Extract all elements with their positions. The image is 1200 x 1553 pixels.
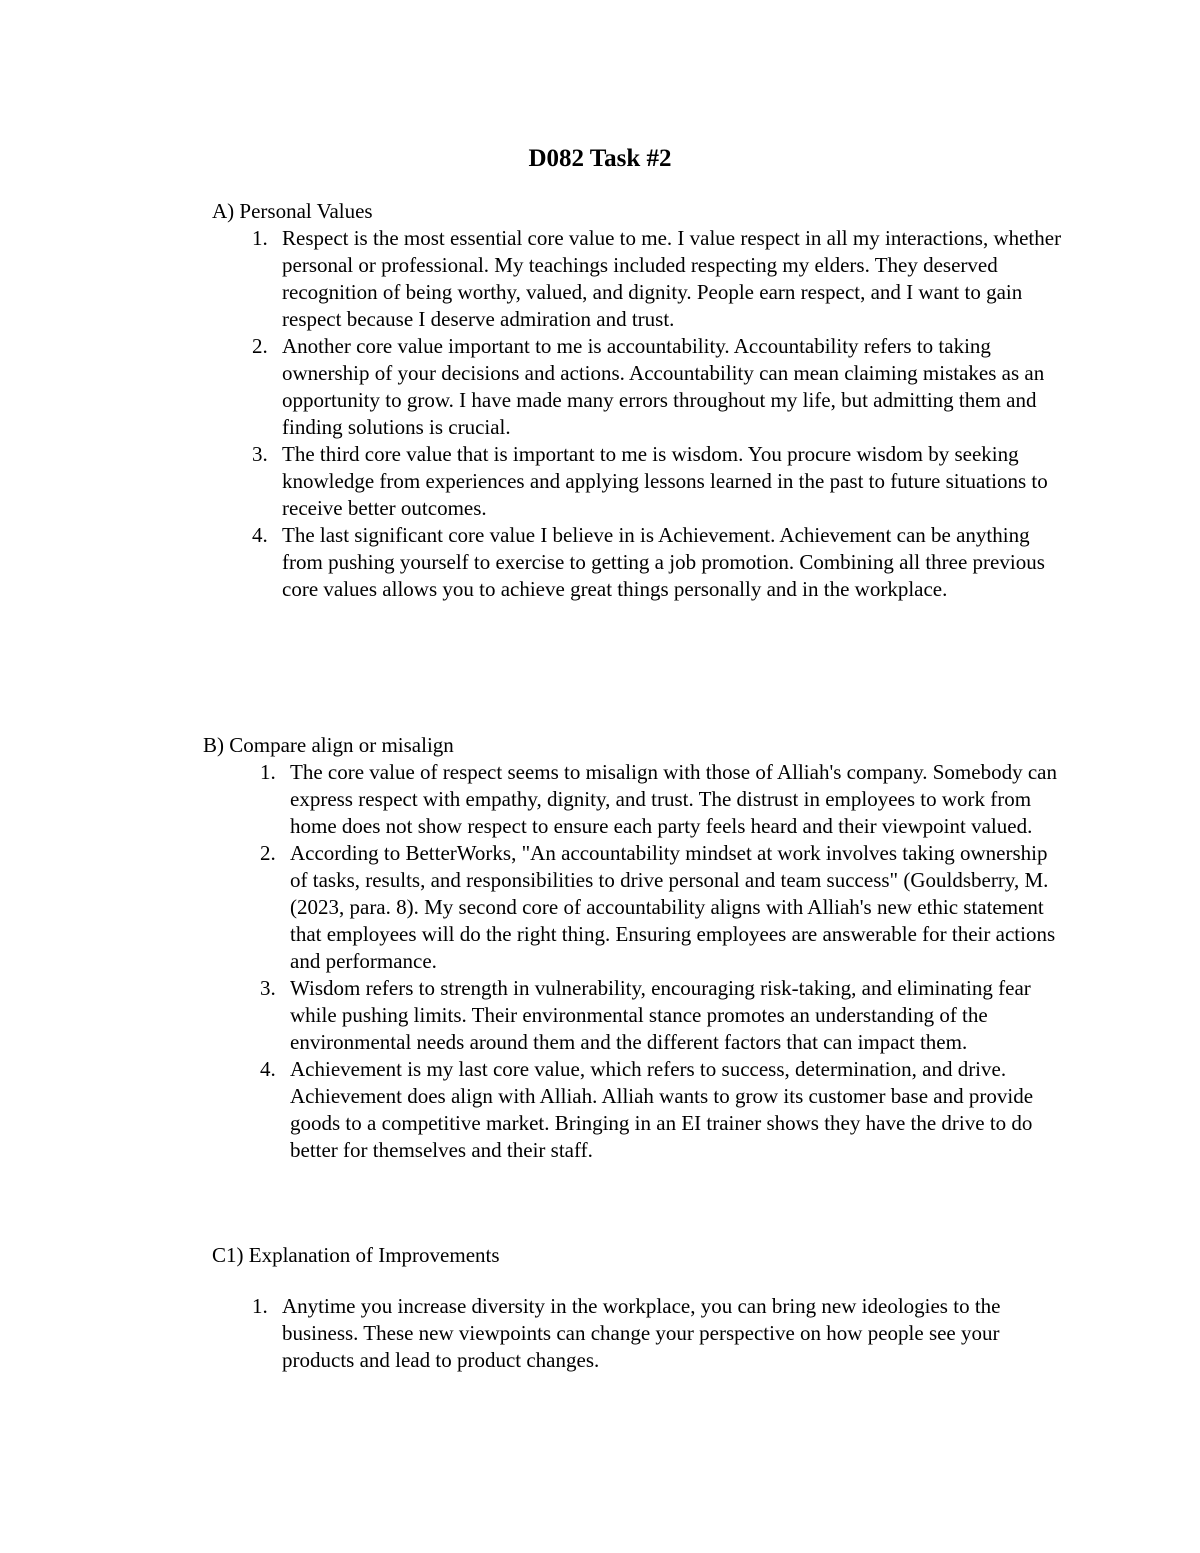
list-item-text: Achievement is my last core value, which refers to success, determination, and drive. Achievement does align with Alliah. Alliah wants to grow its customer base and provide goods to a competitive market. Bringing in an EI trainer shows they have the drive to do better for themselves and their staff. [290,1057,1034,1162]
section-heading-personal-values: A) Personal Values [212,199,373,223]
document-title: D082 Task #2 [528,145,672,172]
list-item [252,333,1067,441]
list-item-text: According to BetterWorks, "An accountability mindset at work involves taking ownership of tasks, results, and responsibilities to drive personal and team success" (Gouldsberry, M. (2023, para. 8). My second core of accountability aligns with Alliah's new ethic statement that employees will do the right thing. Ensuring employees are answerable for their actions and performance. [290,841,1056,973]
list-item-number: 1. [260,760,276,784]
list-item-number: 2. [252,334,268,358]
personal-values-list [252,225,1067,603]
list-item-number: 1. [252,1294,268,1318]
compare-align-list [260,759,1062,1164]
improvements-list [252,1293,1067,1374]
list-item-number: 1. [252,226,268,250]
section-heading-compare-align: B) Compare align or misalign [203,733,454,757]
list-item-number: 4. [260,1057,276,1081]
list-item-text: The third core value that is important to me is wisdom. You procure wisdom by seeking knowledge from experiences and applying lessons learned in the past to future situations to receive better outcomes. [282,442,1048,520]
list-item-text: Respect is the most essential core value to me. I value respect in all my interactions, whether personal or professional. My teachings included respecting my elders. They deserved recognition of being worthy, valued, and dignity. People earn respect, and I want to gain respect because I deserve admiration and trust. [282,226,1062,331]
list-item-text: Wisdom refers to strength in vulnerability, encouraging risk-taking, and eliminating fear while pushing limits. Their environmental stance promotes an understanding of the environmental needs around them and the different factors that can impact them. [290,976,1031,1054]
list-item [260,840,1062,975]
list-item-text: The core value of respect seems to misalign with those of Alliah's company. Somebody can express respect with empathy, dignity, and trust. The distrust in employees to work from home does not show respect to ensure each party feels heard and their viewpoint valued. [290,760,1057,838]
list-item [260,759,1062,840]
list-item-number: 3. [260,976,276,1000]
list-item [252,225,1067,333]
list-item [252,441,1067,522]
list-item-number: 3. [252,442,268,466]
list-item [260,1056,1062,1164]
list-item-text: Anytime you increase diversity in the workplace, you can bring new ideologies to the business. These new viewpoints can change your perspective on how people see your products and lead to product changes. [282,1294,1001,1372]
list-item [260,975,1062,1056]
list-item-number: 4. [252,523,268,547]
list-item [252,1293,1067,1374]
section-heading-explanation-of-improvements: C1) Explanation of Improvements [212,1243,500,1267]
list-item-text: Another core value important to me is accountability. Accountability refers to taking ownership of your decisions and actions. Accountability can mean claiming mistakes as an opportunity to grow. I have made many errors throughout my life, but admitting them and finding solutions is crucial. [282,334,1045,439]
list-item-text: The last significant core value I believe in is Achievement. Achievement can be anything from pushing yourself to exercise to getting a job promotion. Combining all three previous core values allows you to achieve great things personally and in the workplace. [282,523,1045,601]
list-item [252,522,1067,603]
list-item-number: 2. [260,841,276,865]
